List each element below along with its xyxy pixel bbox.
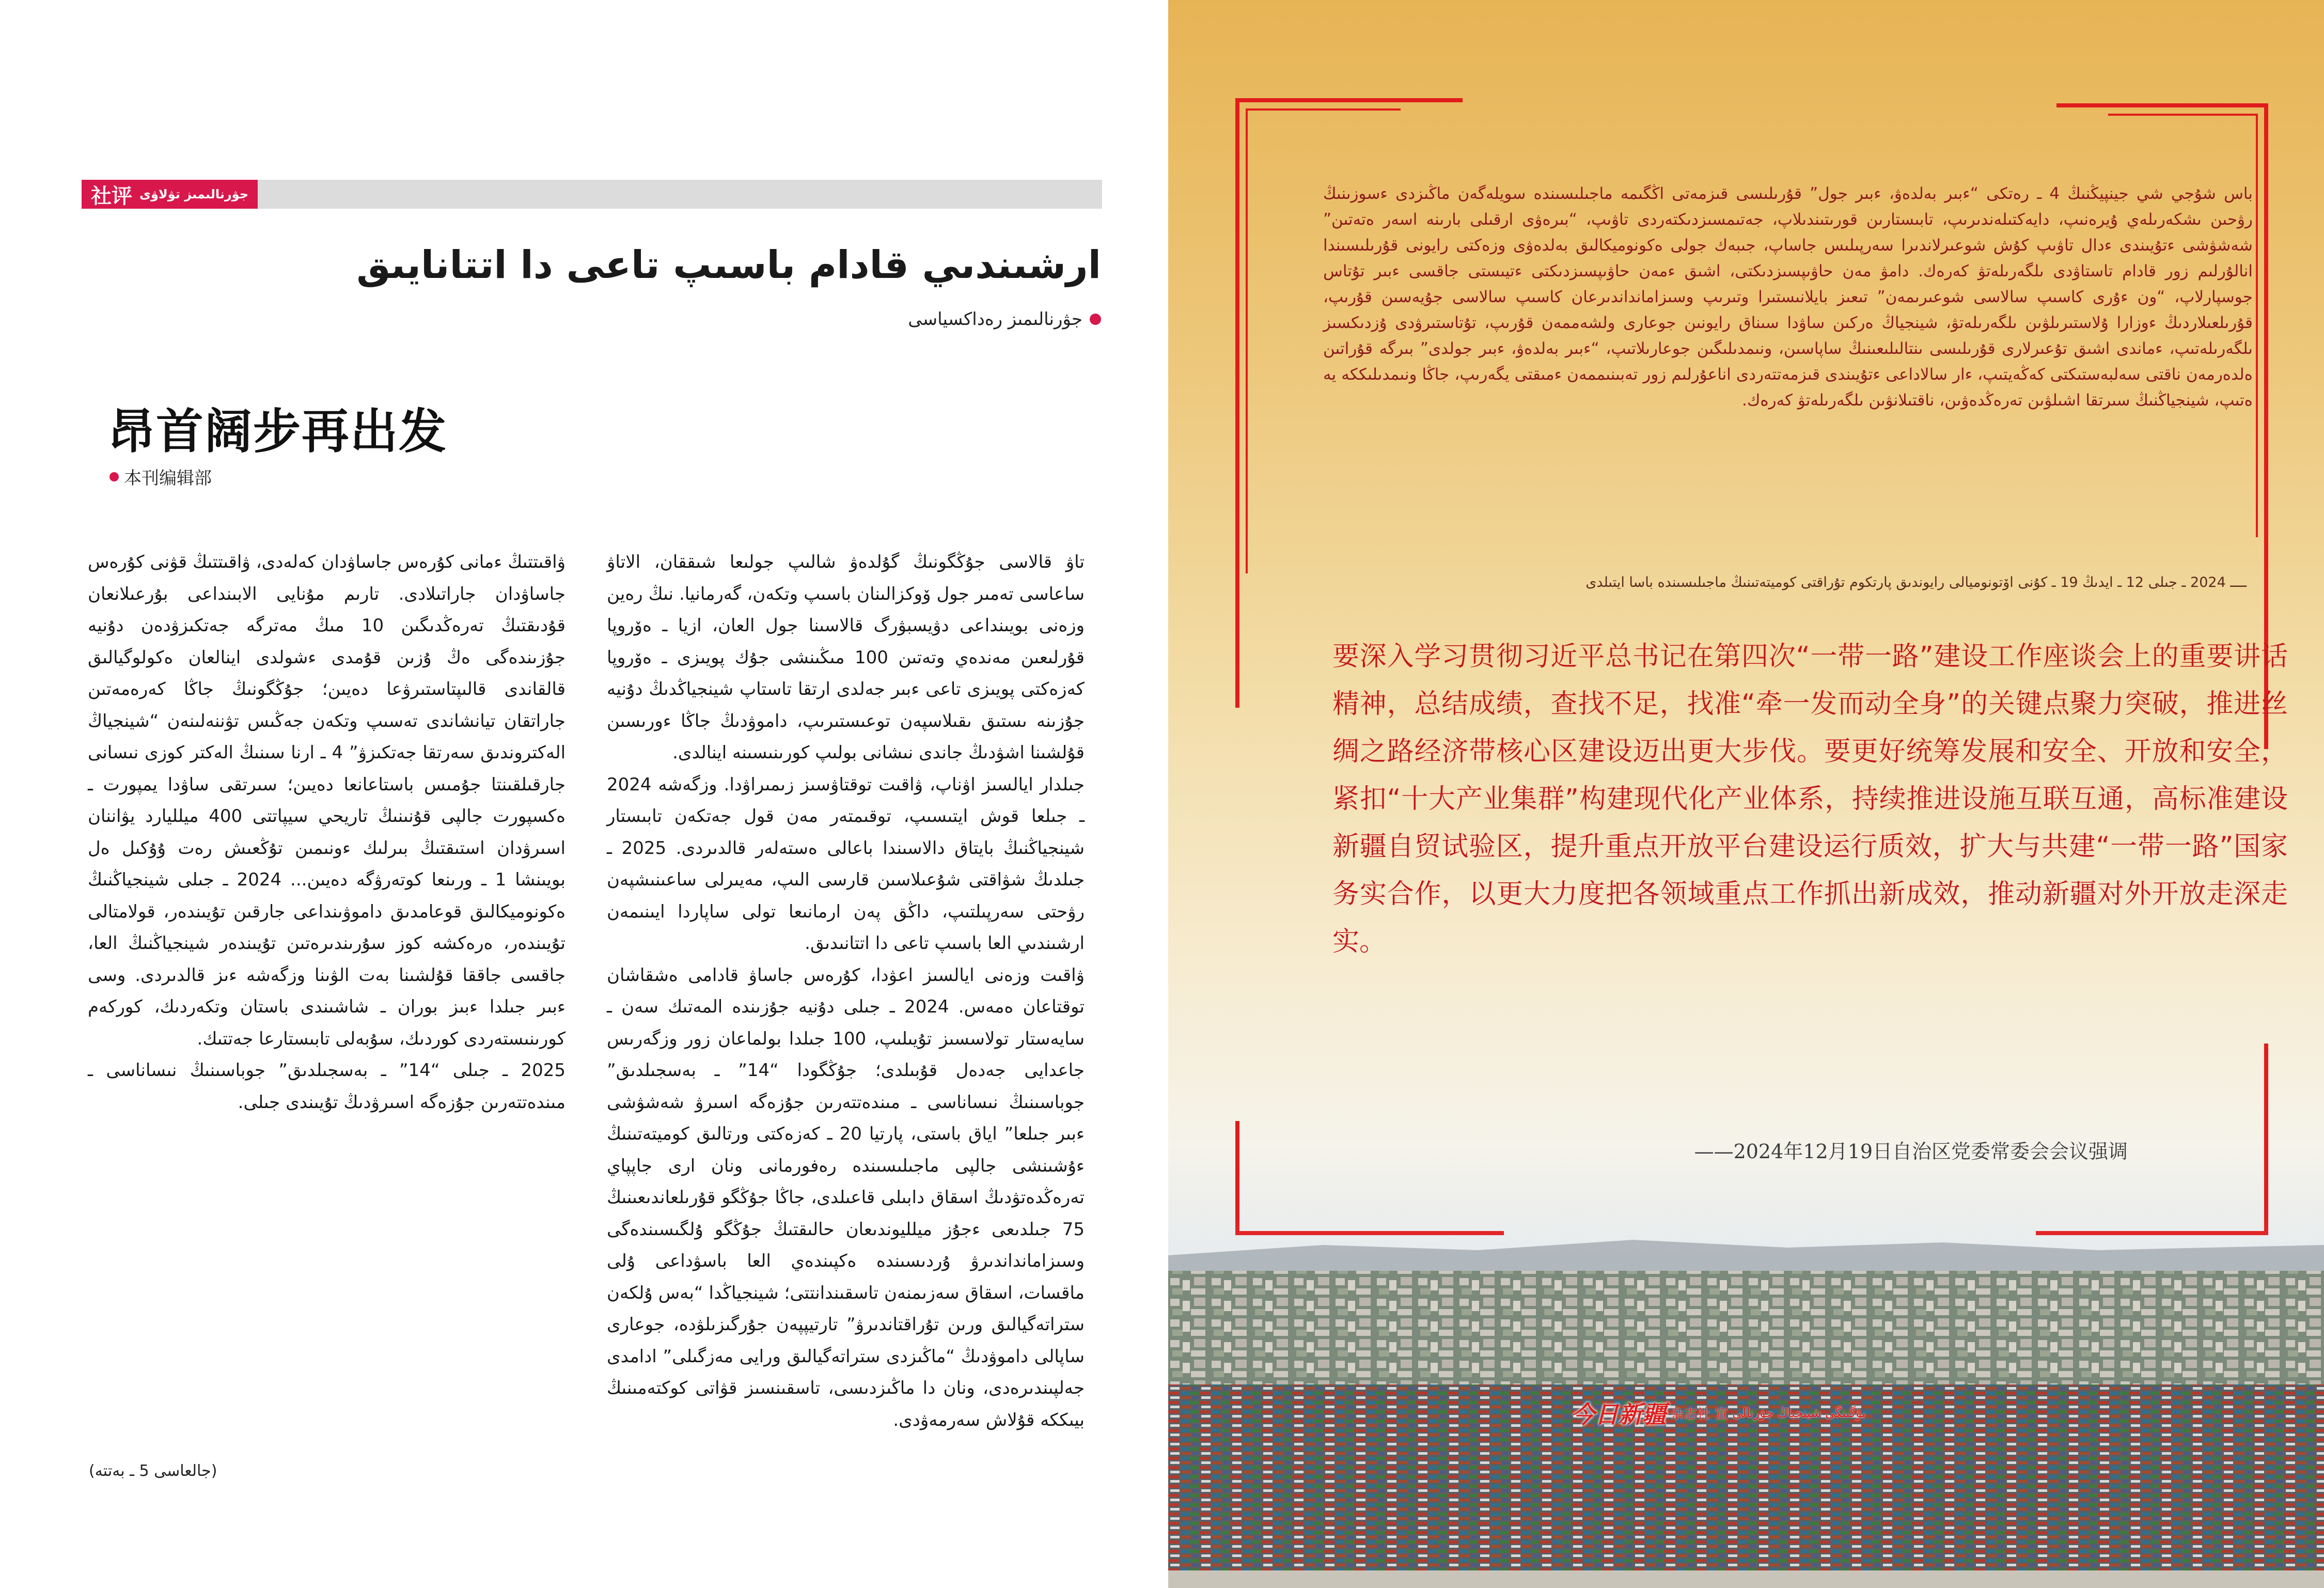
quote-kz-source: ــــ 2024 ـ جىلى 12 ـ ايدىڭ 19 ـ كۇنى اۆتونوميالى رايوندىق پارتكوم تۇراقتى كوميتەتىنىڭ ماجىلىسىندە باسا ايتىلدى (1585, 574, 2247, 590)
body-paragraph: ۋاقىتتىڭ ءمانى كۇرەس جاساۋدان كەلەدى، ۋاقىتتىڭ قۋنى كۇرەس جاساۋدان جاراتىلادى. تارىم مۇنايى الابىنداعى بۇرعىلانعان قۇدىقتىڭ تەرەڭدىگىن 10 مىڭ مەترگە جەتكىزۋدەن دۇنيە جۇزىندەگى ەڭ ۇزىن قۇمدى ءشولدى اينالعان ەكولوگيالىق قالقاندى قالىپتاستىرۋعا دەيىن؛ جۇڭگونىڭ جاڭا كەرەمەتىن جاراتقان تيانشاندى تەسىپ وتكەن جەڭىس تۋننەلىنەن “شينجياڭ الەكتروندىق سەرتقا جەتكىزۋ” 4 ـ ارنا سىنىڭ الەكتر كوزى نىسانى جارقىلقىنتا جۇمىس باستاعانعا دەيىن؛ سىرتقى ساۋدا يمپورت ـ ەكسپورت جالپى قۇنىنىڭ تاريحي سيپاتتى 400 ميلليارد يۋاننان اسىرۋدان استىقتىڭ بىرلىك ءونىمىن تۇڭعىش رەت ۇۇكىل ەل بويىنشا 1 ـ ورىنعا كوتەرۋگە دەيىن... 2024 ـ جىلى شينجياڭنىڭ ەكونوميكالىق قوعامدىق داموۋىنداعى جارقىن تۇيىندەر، قولامتالى تۇيىندەر، ەرەكشە كوز سۇرىندىرەتىن تۇيىندەر شينجياڭنىڭ العا، جاقسى جاققا قۇلشىنا بەت الۋىنا وزگەشە ءىز قالدىردى. وسى ءبىر جىلدا ءبىز بوران ـ شاشىندى باستان وتكەردىك، كوركەم كورىنىستەردى كوردىك، سۇبەلى تابىستارعا جەتتىك. (88, 552, 566, 1049)
section-header-bar (82, 180, 1102, 209)
section-tag-cn: 社评 (91, 183, 132, 208)
body-paragraph: ۋاقىت وزەنى ايالسىز اعۋدا، كۇرەس جاساۋ قادامى ەشقاشان توقتاعان ەمەس. 2024 ـ جىلى دۇنيە جۇزىندە المەتىك سەن ـ سايەستار تولاسسىز تۇيىلىپ، 100 جىلدا بولماعان زور وزگەرىس جاعدايى جەدەل قۇبىلدى؛ جۇڭگودا “14” ـ بەسجىلدىق” جوباسىنىڭ نىساناسى ـ مىندەتتەرىن جۇزەگە اسىرۋ شەشۋشى ءبىر جىلعا” اياق باستى، پارتيا 20 ـ كەزەكتى ورتالىق كوميتەتىنىڭ ءۇشىنشى جالپى ماجىلىسىندە رەفورمانى ونان ارى جاپپاي تەرەڭدەتۋدىڭ اسقاق دابىلى قاعىلدى، جاڭا جۇڭگو قۇرىلعاندىعىنىڭ 75 جىلدىعى ءجۇز ميلليوندىعان حالىقتىڭ جۇڭگو ۇلگىسىندەگى وسىزامانداندىرۋ ۇردىسىندە ەكپىندەي العا باسۋداعى ۇلى ماقسات، اسقاق سەزىمنەن تاسقىندانتتى؛ شينجياڭدا “بەس ۇلكەن ستراتەگيالىق ورىن تۇراقتاندىرۋ” تارتيپپەن جۇرگىزىلۋدە، جوعارى ساپالى داموۋدىڭ “ماڭىزدى ستراتەگيالىق ورايى مەزگىلى” ادامدى جەلپىندىرەدى، ونان دا ماڭىزدىسى، تاسقىنسىز قۋاتى كوكتەمىنىڭ بيىككە قۇلاش سەرمەۋدى. (607, 964, 1085, 1430)
body-paragraph: 2025 ـ جىلى “14” ـ بەسجىلدىق” جوباسىنىڭ نىساناسى ـ مىندەتتەرىن جۇزەگە اسىرۋدىڭ تۇيىندى جىلى. (88, 1060, 566, 1113)
section-tag-kz: جۋرنالىمىز تۋلاۋى (139, 187, 249, 201)
body-paragraph: تاۋ قالاسى جۇڭگونىڭ گۇلدەۋ شالىپ جولىعا شىققان، الاتاۋ ساعاسى تەمىر جول ۆوكزالىنان باسىپ وتكەن، گەرمانيا. نىڭ رەين وزەنى بويىنداعى دۋيسبۋرگ قالاسىنا جول العان، ازيا ـ ەۆروپا قۇرلىعىن مەندەي وتەتىن 100 مىڭىنشى جۇك پويىزى ـ ەۆروپا كەزەكتى پويىزى تاعى ءبىر جەلدى ارتقا تاستاپ شينجياڭدىڭ دۇنيە جۇزىنە ىستىق ىقىلاسپەن توعىستىرىپ، داموۋدىڭ جاڭا ءورىسىن قۇلشىنا اشۋدىڭ جاندى نىشانى بولىپ كورىنىسىنە اينالدى. (607, 552, 1085, 763)
right-page (1168, 0, 2324, 1588)
quote-cn-source: ——2024年12月19日自治区党委常委会会议强调 (1694, 1140, 2128, 1163)
body-paragraph: جىلدار ايالسىز اۋناپ، ۋاقىت توقتاۋسىز زىمىراۋدا. وزگەشە 2024 ـ جىلعا قوش ايتىسىپ، توقىمتەر مەن قول جەتكەن تابىستار شينجياڭنىڭ بايتاق دالاسىندا باعالى ەستەلەر قالدىردى. 2025 ـ جىلدىڭ شۋاقتى شۇعىلاسىن قارسى الىپ، مەيىرلى ساعىنىشپەن رۋحتى سەرپىلتىپ، داڭق پەن ارمانىعا تولى ساپاردا ايىنىمەن ارشىندىي العا باسىپ تاعى دا اتتانىدىق. (607, 774, 1085, 954)
frame-line (1246, 108, 1401, 111)
byline-cn-text: 本刊编辑部 (124, 468, 212, 489)
frame-line (2108, 114, 2258, 116)
quote-cn: 要深入学习贯彻习近平总书记在第四次“一带一路”建设工作座谈会上的重要讲话精神，总结成绩，查找不足，找准“牵一发而动全身”的关键点聚力突破，推进丝绸之路经济带核心区建设迈出更大步伐。要更好统筹发展和安全、开放和安全，紧扣“十大产业集群”构建现代化产业体系，持续推进设施互联互通，高标准建设新疆自贸试验区，提升重点开放平台建设运行质效，扩大与共建“一带一路”国家务实合作，以更大力度把各领域重点工作抓出新成效，推动新疆对外开放走深走实。 (1332, 641, 2288, 957)
logo-subtitle: 杂志社 宣 (1670, 1406, 1729, 1422)
byline-cn (109, 464, 212, 489)
logo-cn: 今日新疆 (1571, 1400, 1666, 1428)
byline-kz (908, 309, 1101, 330)
byline-kz-text: جۋرنالىمىز رەداكسياسى (908, 309, 1082, 330)
frame-line (2256, 114, 2258, 537)
publication-logo (1571, 1396, 1865, 1430)
logo-kz: بۇگىنگى شينجياڭ جۋرنالى (1732, 1406, 1866, 1420)
article-title-kz: ارشىندىي قادام باسىپ تاعى دا اتتانايىق (356, 243, 1101, 287)
article-body (88, 547, 1085, 1492)
frame-line (2264, 1044, 2268, 1235)
continued-note: (جالعاسى 5 ـ بەتتە) (89, 1462, 217, 1480)
quote-kz: باس شۇجي شي جينپيڭنىڭ 4 ـ رەتكى “ءبىر بەلدەۋ، ءبىر جول” قۇرىلىسى قىزمەتى اڭگىمە ماجىلىسىندە سويلەگەن ماڭىزدى ءسوزىنىڭ رۋحىن ىشكەرىلەي ۇيرەنىپ، دايەكتىلەندىرىپ، تابىستارىن قورىتىندىلاپ، جەتىمسىزدىكتەردى تاۋىپ، “بىرەۋى ارقىلى بارىنە اسەر ەتەتىن” شەشۋشى ءتۇيىندى ءدال تاۋىپ كۇش شوعىرلاندىرا سەرپىلىس جاساپ، جىبەك جولى ەكونوميكالىق بەلدەۋى وزەكتى رايونى قۇرىلىسىندا انالۇرلىم زور قادام تاستاۋدى ىلگەرىلەتۋ كەرەك. دامۋ مەن حاۋىپسىزدىكتى، اشىق ءمەن حاۋىپسىزدىكتى ءتيىستى جاقسى ءبىر تۇتاس جوسپارلاپ، “ون ءۇرى كاسىپ سالاسى شوعىرىمەن” تىعىز بايلانىستىرا وتىرىپ وسىزامانداندىرعان كاسىپ سالاسى جۇيەسىن قۇرىپ، قۇرىلعىلاردىڭ ءوزارا ۇلاستىرىلۋىن ىلگەرىلەتۋ، شينجياڭ ەركىن ساۋدا سىناق رايونىن جوعارى ولشەممەن قۇرىپ، تۇتاستىرۋدى ۇزدىكسىز ىلگەرىلەتىپ، ءماندى اشىق تۇعىرلارى قۇرىلىسى ىنتالىلىعىنىڭ ساپاسىن، ونىمدىلىگىن جوعارىلاتىپ، “ءبىر بەلدەۋ، ءبىر جولدى” بىرگە قۇراتىن ەلدەرمەن ناقتى سەلبەستىكتى كەڭەيتىپ، ءار سالاداعى ءتۇيىندى قىزمەتتەردى اناعۇرلىم زور تەبىنىممەن ءمىقتى يگەرىپ، جاڭا ونىمدىلىككە يە ەتىپ، شينجياڭنىڭ سىرتقا اشىلۋىن تەرەڭدەۋىن، ناقتىلانۋىن ىلگەرىلەتۋ كەرەك. (1323, 184, 2253, 410)
frame-line (1235, 98, 1239, 708)
article-title-cn: 昂首阔步再出发 (107, 404, 448, 459)
bullet-icon (1090, 314, 1101, 325)
frame-line (1246, 108, 1248, 573)
frame-line (2056, 103, 2268, 107)
section-tag (82, 180, 258, 209)
bullet-icon (109, 472, 119, 481)
frame-line (1235, 98, 1463, 102)
